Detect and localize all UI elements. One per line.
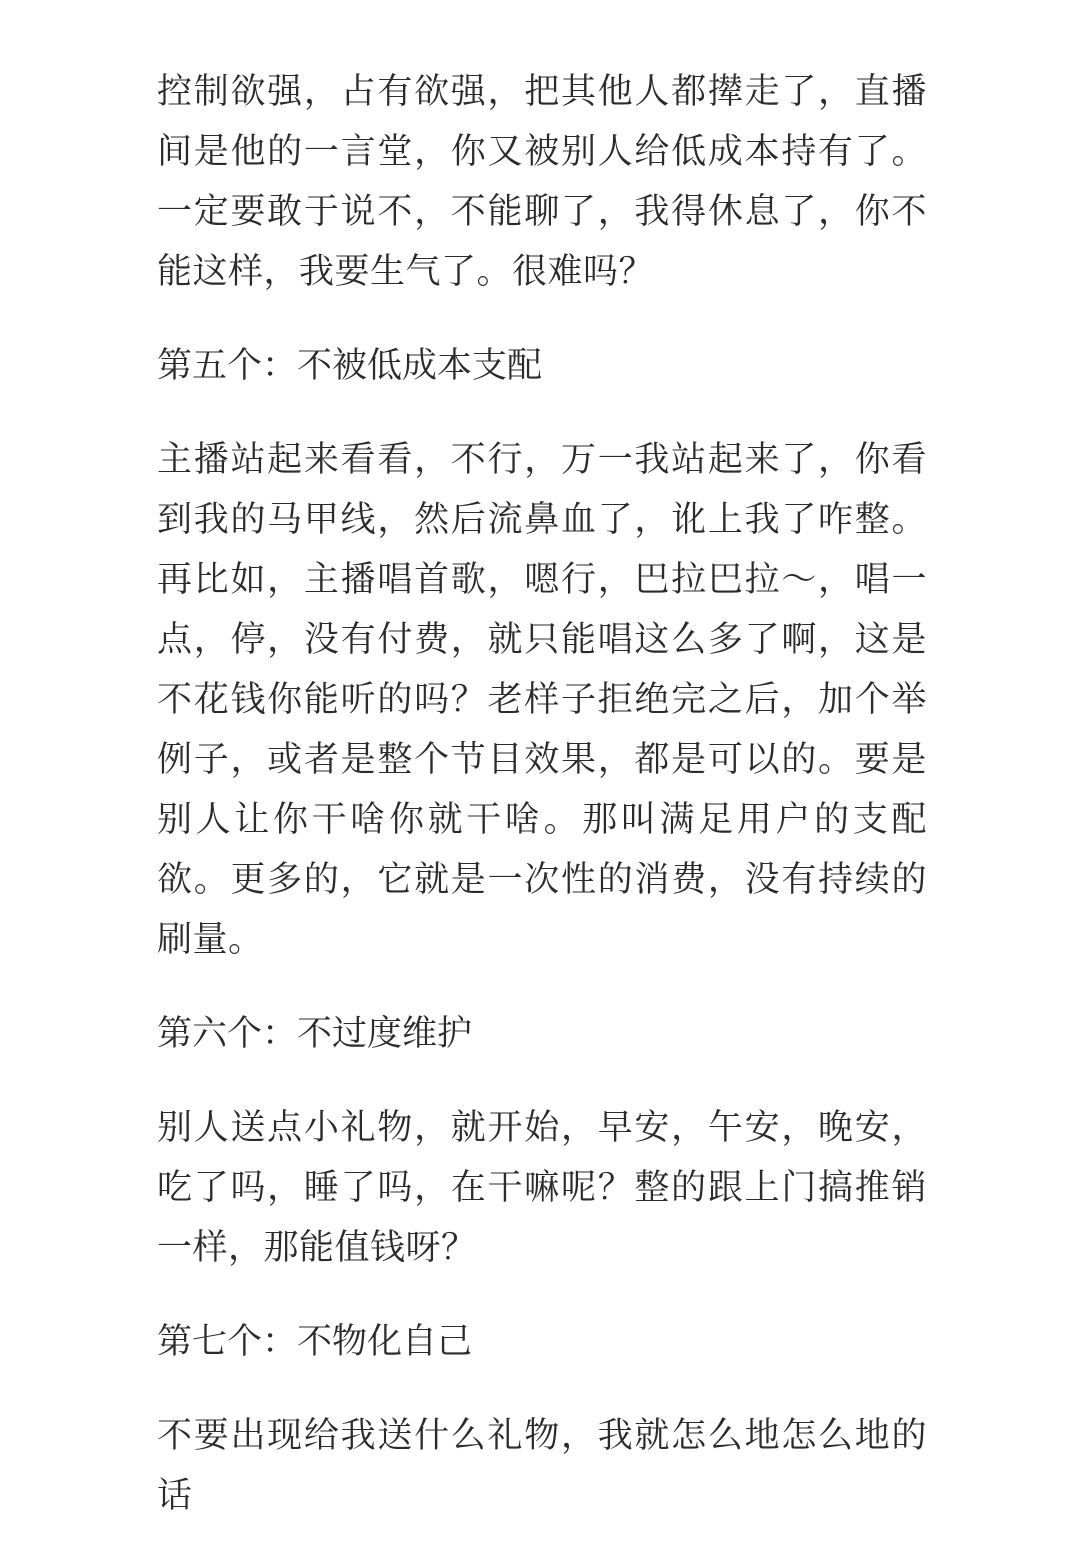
paragraph-control-desire: 控制欲强，占有欲强，把其他人都撵走了，直播间是他的一言堂，你又被别人给低成本持有了。一定要敢于说不，不能聊了，我得休息了，你不能这样，我要生气了。很难吗？ — [157, 72, 927, 292]
bottom-fade — [0, 1370, 1080, 1392]
heading-point-five: 第五个：不被低成本支配 — [157, 346, 543, 386]
heading-point-seven: 第七个：不物化自己 — [157, 1322, 473, 1362]
heading-point-six: 第六个：不过度维护 — [157, 1014, 473, 1054]
article-body — [157, 62, 927, 1560]
paragraph-low-cost-control: 主播站起来看看，不行，万一我站起来了，你看到我的马甲线，然后流鼻血了，讹上我了咋整。再比如，主播唱首歌，嗯行，巴拉巴拉～，唱一点，停，没有付费，就只能唱这么多了啊，这是不花钱你能听的吗？老样子拒绝完之后，加个举例子，或者是整个节目效果，都是可以的。要是别人让你干啥你就干啥。那叫满足用户的支配欲。更多的，它就是一次性的消费，没有持续的刷量。 — [157, 440, 927, 960]
paragraph-over-maintenance: 别人送点小礼物，就开始，早安，午安，晚安，吃了吗，睡了吗，在干嘛呢？整的跟上门搞推销一样，那能值钱呀？ — [157, 1108, 927, 1268]
paragraph-self-objectification: 不要出现给我送什么礼物，我就怎么地怎么地的话 — [157, 1416, 927, 1516]
